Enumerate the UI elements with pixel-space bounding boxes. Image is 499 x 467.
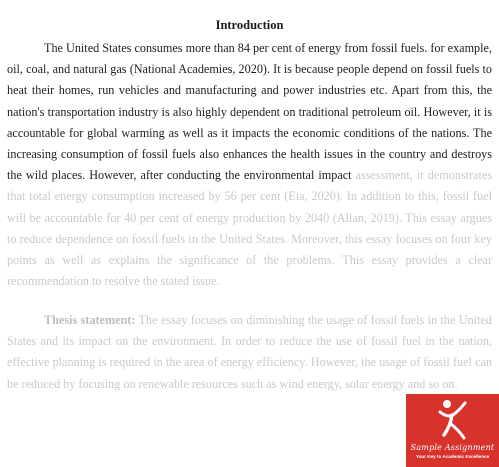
introduction-paragraph — [7, 38, 492, 292]
thesis-paragraph — [7, 310, 492, 395]
thesis-label: Thesis statement: — [44, 313, 136, 327]
introduction-visible-text: The United States consumes more than 84 per cent of energy from fossil fuels. for example, oil, coal, and natural gas (National Academies, 2020). It is because people depend on fossil fuels to heat their homes, run vehicles and manufacturing and power industries etc. Apart from this, the nation's transportation industry is also highly dependent on traditional petroleum oil. However, it is accountable for global warming as well as it impacts the economic conditions of the nations. The increasing consumption of fossil fuels also enhances the health issues in the country and destroys the wild places. However, after conducting the environmental impact — [7, 41, 492, 183]
section-title: Introduction — [215, 18, 284, 32]
person-figure-icon — [437, 398, 468, 442]
watermark-brand-name: Sample Assignment — [410, 443, 495, 452]
watermark-tagline: Your Key to Academic Excellence — [415, 454, 490, 459]
sample-assignment-watermark — [406, 394, 499, 467]
thesis-text: The essay focuses on diminishing the usage of fossil fuels in the United States and its impact on the environment. In order to reduce the use of fossil fuel in the nation, effective planning is required in the area of energy efficiency. However, the usage of fossil fuel can be reduced by focusing on renewable resources such as wind energy, solar energy and so on. — [7, 313, 493, 391]
introduction-faded-text: assessment, it demonstrates that total energy consumption increased by 56 per cent (Eia, 2020). In addition to this, fossil fuel will be accountable for 40 per cent of energy production by 2040 (Allan, 2019). This essay argues to reduce dependence on fossil fuels in the United States. Moreover, this essay focuses on four key points as well as explains the significance of the problems. This essay provides a clear recommendation to resolve the stated issue. — [7, 168, 492, 289]
